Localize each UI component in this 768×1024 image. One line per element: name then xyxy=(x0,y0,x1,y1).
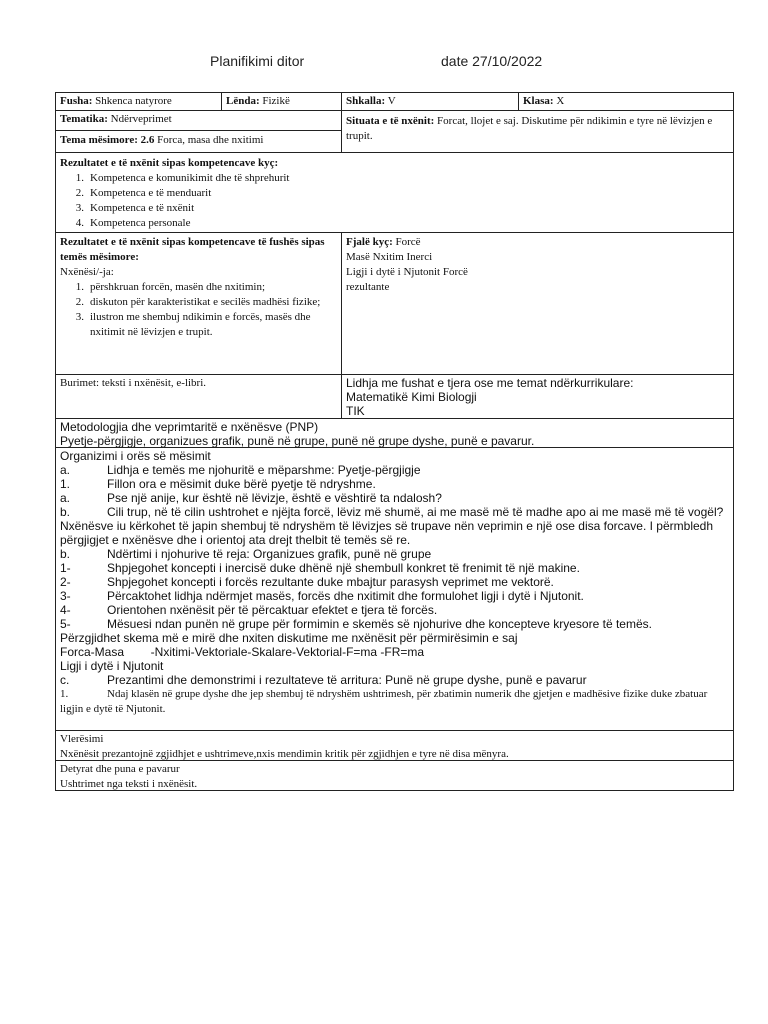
cell-fusha xyxy=(56,93,221,110)
kyc-item: 3. Kompetenca e të nxënit xyxy=(75,202,195,214)
list-item: b. Cili trup, në të cilin ushtrohet e njëjta forcë, lëviz më shumë, ai me masë më të madhe apo ai me masë më të vogël? xyxy=(60,505,724,519)
lidhja-line: Matematikë Kimi Biologji xyxy=(346,390,477,404)
cell-situata xyxy=(341,111,733,152)
klasa-label: Klasa: xyxy=(523,95,554,107)
lesson-plan-table xyxy=(55,92,734,791)
list-item: 1. Fillon ora e mësimit duke bërë pyetje të ndryshme. xyxy=(60,477,376,491)
list-item: 3- Përcaktohet lidhja ndërmjet masës, forcës dhe nxitimit dhe formulohet ligji i dytë i Njutonit. xyxy=(60,589,584,603)
list-item: 1. Ndaj klasën në grupe dyshe dhe jep shembuj të ndryshëm ushtrimesh, për zbatimin numerik dhe gjetjen e madhësive fizike duke zbatuar ligjin e dytë të Njutonit. xyxy=(60,688,708,715)
fjale-label: Fjalë kyç: xyxy=(346,236,393,248)
list-item: 1- Shpjegohet koncepti i inercisë duke dhënë një shembull konkret të frenimit të një makine. xyxy=(60,561,580,575)
cell-fjale-kyc xyxy=(341,233,733,374)
lenda-label: Lënda: xyxy=(226,95,260,107)
tema-label: Tema mësimore: xyxy=(60,134,138,146)
shkalla-value: V xyxy=(387,95,396,107)
fjale-line: Masë Nxitim Inerci xyxy=(346,251,433,263)
cell-metodologjia xyxy=(56,419,733,447)
organizimi-paragraph: Nxënësve iu kërkohet të japin shembuj të ndryshëm të lëvizjes së trupave nën veprimin e një ose disa forcave. I përmbledh përgjigjet e nxënësve dhe i orientoj ata drejt thelbit të temës së re. xyxy=(60,519,714,547)
fushes-heading: Rezultatet e të nxënit sipas kompetencave të fushës sipas temës mësimore: xyxy=(60,236,325,263)
shkalla-label: Shkalla: xyxy=(346,95,386,107)
row-kyc xyxy=(56,152,733,232)
list-item: 5- Mësuesi ndan punën në grupe për formimin e skemës së njohurive dhe koncepteve kryesore të temës. xyxy=(60,617,652,631)
tematika-value: Ndërveprimet xyxy=(110,113,172,125)
page-date: date 27/10/2022 xyxy=(441,53,543,69)
cell-klasa xyxy=(518,93,733,110)
klasa-value: X xyxy=(556,95,565,107)
tematika-label: Tematika: xyxy=(60,113,108,125)
kyc-item: 2. Kompetenca e të menduarit xyxy=(75,187,212,199)
detyrat-heading: Detyrat dhe puna e pavarur xyxy=(60,763,180,775)
vleresimi-heading: Vlerësimi xyxy=(60,733,104,745)
cell-organizimi xyxy=(56,448,733,730)
cell-tematika xyxy=(56,111,341,131)
row-methodology xyxy=(56,418,733,447)
kyc-item: 1. Kompetenca e komunikimit dhe të shprehurit xyxy=(75,172,290,184)
cell-shkalla xyxy=(341,93,518,110)
row-vleresimi xyxy=(56,730,733,760)
row-topic xyxy=(56,110,733,152)
detyrat-text: Ushtrimet nga teksti i nxënësit. xyxy=(60,778,198,790)
fjale-line: Ligji i dytë i Njutonit Forcë xyxy=(346,266,468,278)
cell-kyc xyxy=(56,153,733,232)
cell-detyrat xyxy=(56,761,733,790)
tema-value: Forca, masa dhe nxitimi xyxy=(157,134,264,146)
row-subject-info xyxy=(56,93,733,110)
page-title: Planifikimi ditor xyxy=(210,53,305,69)
row-field-results xyxy=(56,232,733,374)
lenda-value: Fizikë xyxy=(262,95,290,107)
kyc-item: 4. Kompetenca personale xyxy=(75,217,191,229)
fushes-item: 1. përshkruan forcën, masën dhe nxitimin; xyxy=(75,281,266,293)
list-item: 2- Shpjegohet koncepti i forcës rezultante duke mbajtur parasysh veprimet me vektorë. xyxy=(60,575,554,589)
organizimi-ligji: Ligji i dytë i Njutonit xyxy=(60,659,164,673)
metodologjia-text: Pyetje-përgjigje, organizues grafik, punë në grupe, punë në grupe dyshe, punë e pavarur. xyxy=(60,434,535,447)
topic-left xyxy=(56,111,341,152)
list-item: b. Ndërtimi i njohurive të reja: Organizues grafik, punë në grupe xyxy=(60,547,432,561)
organizimi-formula: Forca-Masa -Nxitimi-Vektoriale-Skalare-Vektorial-F=ma -FR=ma xyxy=(60,645,425,659)
list-item: c. Prezantimi dhe demonstrimi i rezultateve të arritura: Punë në grupe dyshe, punë e pavarur xyxy=(60,673,587,687)
organizimi-heading: Organizimi i orës së mësimit xyxy=(60,449,211,463)
list-item: 4- Orientohen nxënësit për të përcaktuar efektet e tjera të forcës. xyxy=(60,603,438,617)
fjale-line: rezultante xyxy=(346,281,390,293)
row-resources xyxy=(56,374,733,418)
cell-fushes xyxy=(56,233,341,374)
fjale-line: Forcë xyxy=(395,236,421,248)
row-organizimi xyxy=(56,447,733,730)
fusha-label: Fusha: xyxy=(60,95,93,107)
row-detyrat xyxy=(56,760,733,790)
list-item: a. Lidhja e temës me njohuritë e mëparshme: Pyetje-përgjigje xyxy=(60,463,421,477)
cell-tema xyxy=(56,131,341,152)
cell-burimet: Burimet: teksti i nxënësit, e-libri. xyxy=(60,377,207,389)
fusha-value: Shkenca natyrore xyxy=(95,95,172,107)
organizimi-skema: Përzgjidhet skema më e mirë dhe nxiten diskutime me nxënësit për përmirësimin e saj xyxy=(60,631,518,645)
vleresimi-text: Nxënësit prezantojnë zgjidhjet e ushtrimeve,nxis mendimin kritik për zgjidhjen e tyre në disa mënyra. xyxy=(60,748,509,760)
cell-lidhja xyxy=(341,375,733,418)
kyc-heading: Rezultatet e të nxënit sipas kompetencave kyç: xyxy=(60,157,279,169)
fushes-item: 2. diskuton për karakteristikat e secilës madhësi fizike; xyxy=(75,296,321,308)
lidhja-line: Lidhja me fushat e tjera ose me temat ndërkurrikulare: xyxy=(346,376,634,390)
tema-number: 2.6 xyxy=(140,134,155,146)
situata-label: Situata e të nxënit: xyxy=(346,115,435,127)
fushes-item: 3. ilustron me shembuj ndikimin e forcës, masës dhe nxitimit në lëvizjen e trupit. xyxy=(75,311,311,338)
metodologjia-heading: Metodologjia dhe veprimtaritë e nxënësve (PNP) xyxy=(60,420,319,434)
cell-vleresimi xyxy=(56,731,733,760)
situata-value: Forcat, llojet e saj. Diskutime për ndikimin e tyre në lëvizjen e trupit. xyxy=(346,115,713,142)
list-item: a. Pse një anije, kur është në lëvizje, është e vështirë ta ndalosh? xyxy=(60,491,442,505)
cell-lenda xyxy=(221,93,341,110)
lidhja-line: TIK xyxy=(346,404,365,418)
fushes-intro: Nxënësi/-ja: xyxy=(60,266,114,278)
